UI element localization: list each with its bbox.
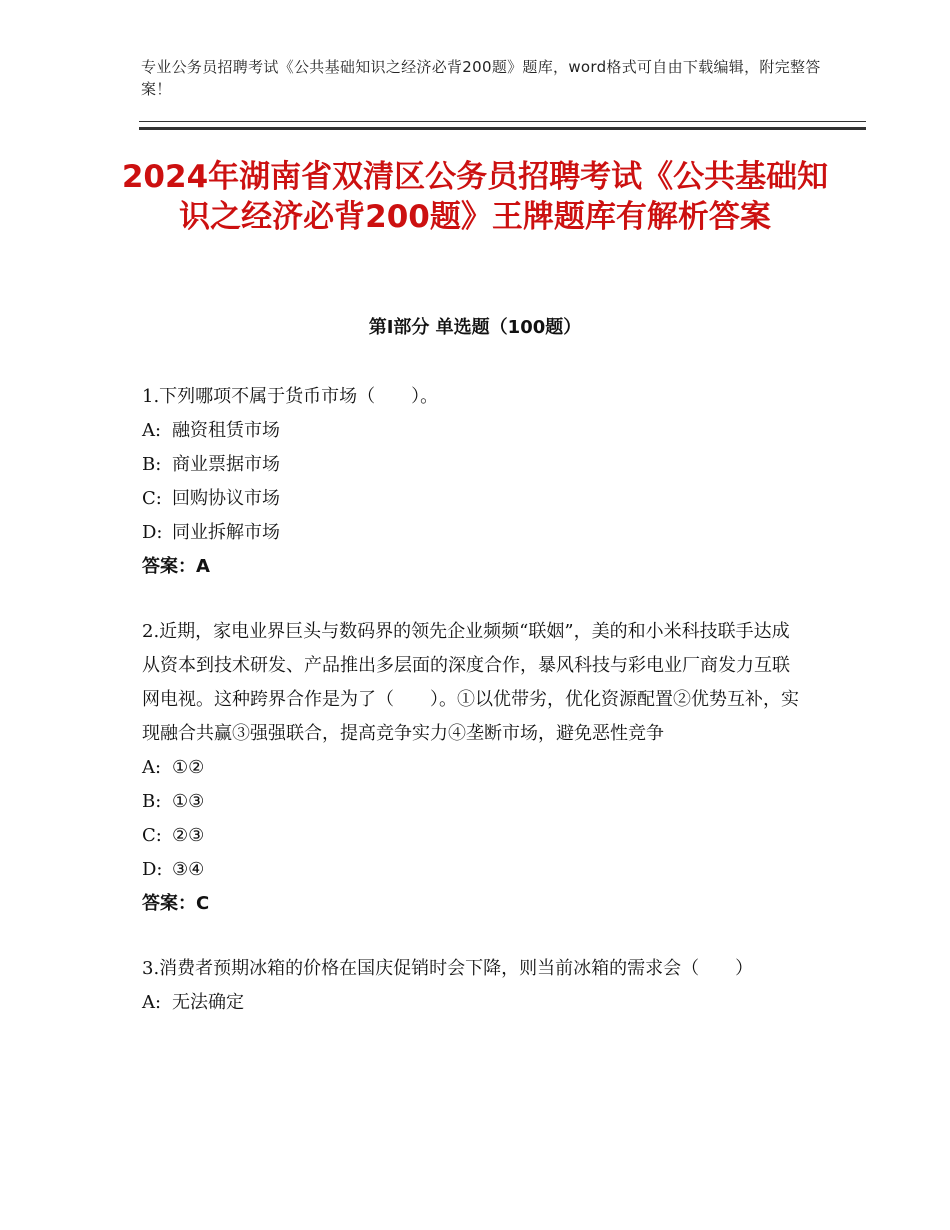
option-letter: A: [142, 420, 162, 441]
option-letter: B: [142, 454, 162, 475]
option-letter: D: [142, 522, 163, 543]
option-text: ①③ [172, 791, 205, 812]
option-letter: D: [142, 859, 163, 880]
option-b [142, 448, 807, 482]
option-a [142, 751, 807, 785]
answer-line: 答案：A [142, 556, 210, 577]
option-d [142, 516, 807, 550]
option-letter: B: [142, 791, 162, 812]
option-letter: A: [142, 992, 162, 1013]
option-letter: A: [142, 757, 162, 778]
question-stem: 2.近期，家电业界巨头与数码界的领先企业频频“联姻”，美的和小米科技联手达成从资本到技术研发、产品推出多层面的深度合作，暴风科技与彩电业厂商发力互联网电视。这种跨界合作是为了（ ）。①以优带劣，优化资源配置②优势互补，实现融合共赢③强强联合，提高竞争实力④垄断市场，避免恶性竞争 [142, 621, 799, 744]
option-b [142, 785, 807, 819]
document-title: 2024年湖南省双清区公务员招聘考试《公共基础知识之经济必背200题》王牌题库有解析答案 [121, 159, 829, 235]
question-stem: 1.下列哪项不属于货币市场（ ）。 [142, 386, 439, 407]
option-text: ①② [172, 757, 205, 778]
header-note: 专业公务员招聘考试《公共基础知识之经济必背200题》题库，word格式可自由下载编辑，附完整答案！ [141, 58, 821, 98]
option-text: 无法确定 [172, 992, 244, 1013]
question-3 [142, 952, 807, 1020]
header-divider [139, 121, 866, 130]
option-text: ③④ [172, 859, 205, 880]
option-text: 回购协议市场 [172, 488, 280, 509]
option-letter: C: [142, 825, 162, 846]
question-1 [142, 380, 807, 584]
section-heading: 第Ⅰ部分 单选题（100题） [368, 317, 582, 338]
option-letter: C: [142, 488, 162, 509]
option-c [142, 819, 807, 853]
option-c [142, 482, 807, 516]
option-text: 同业拆解市场 [172, 522, 280, 543]
option-text: 融资租赁市场 [172, 420, 280, 441]
question-2 [142, 615, 807, 921]
question-list [142, 380, 807, 1020]
option-text: ②③ [172, 825, 205, 846]
option-d [142, 853, 807, 887]
question-stem: 3.消费者预期冰箱的价格在国庆促销时会下降，则当前冰箱的需求会（ ） [142, 958, 754, 979]
option-a [142, 414, 807, 448]
answer-line: 答案：C [142, 893, 210, 914]
option-text: 商业票据市场 [172, 454, 280, 475]
option-a [142, 986, 807, 1020]
